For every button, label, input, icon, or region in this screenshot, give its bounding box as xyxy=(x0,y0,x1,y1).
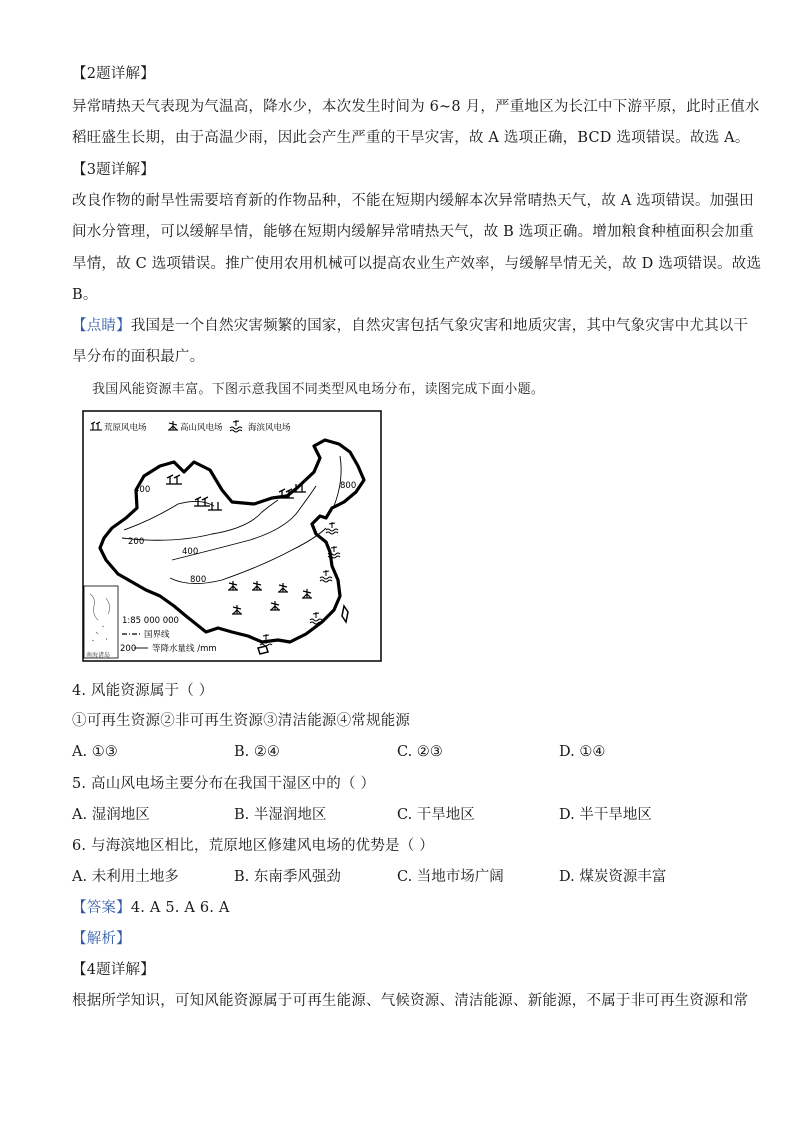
option-d[interactable]: D. 半干旱地区 xyxy=(559,807,652,823)
option-d[interactable]: D. 煤炭资源丰富 xyxy=(559,869,667,885)
dianjing-paragraph xyxy=(72,316,748,336)
paragraph-line: 稻旺盛生长期，由于高温少雨，因此会产生严重的干旱灾害，故 A 选项正确，BCD 选项错误。故选 A。 xyxy=(72,130,750,146)
section-heading-q4: 【4题详解】 xyxy=(72,962,155,978)
option-d[interactable]: D. ①④ xyxy=(559,744,606,760)
option-a[interactable]: A. 湿润地区 xyxy=(72,807,150,823)
legend-coastal: 海滨风电场 xyxy=(248,423,291,433)
answer-line xyxy=(72,898,230,918)
isoline-label: 800 xyxy=(340,481,357,491)
option-a[interactable]: A. 未利用土地多 xyxy=(72,869,179,885)
paragraph-line: 旱分布的面积最广。 xyxy=(72,349,205,365)
paragraph-line: 间水分管理，可以缓解旱情，能够在短期内缓解异常晴热天气，故 B 选项正确。增加粮食种植面积会加重 xyxy=(72,224,754,240)
question-4-stem: 4. 风能资源属于（ ） xyxy=(72,683,214,699)
paragraph-line: 根据所学知识，可知风能资源属于可再生能源、气候资源、清洁能源、新能源，不属于非可再生资源和常 xyxy=(72,993,749,1009)
section-heading-q2: 【2题详解】 xyxy=(72,66,155,82)
option-b[interactable]: B. ②④ xyxy=(234,744,280,760)
option-b[interactable]: B. 东南季风强劲 xyxy=(234,869,341,885)
isoline-label: 800 xyxy=(190,575,207,585)
option-b[interactable]: B. 半湿润地区 xyxy=(234,807,327,823)
option-a[interactable]: A. ①③ xyxy=(72,744,118,760)
dianjing-tag: 【点睛】 xyxy=(72,318,131,334)
key-isoline-label: 等降水量线 /mm xyxy=(152,644,217,654)
legend-wasteland: 荒原风电场 xyxy=(104,423,147,433)
section-heading-q3: 【3题详解】 xyxy=(72,162,155,178)
key-border-label: 国界线 xyxy=(144,630,170,640)
option-c[interactable]: C. ②③ xyxy=(397,744,443,760)
wind-farm-map xyxy=(82,410,382,662)
map-intro: 我国风能资源丰富。下图示意我国不同类型风电场分布，读图完成下面小题。 xyxy=(92,382,545,397)
paragraph-line: 旱情，故 C 选项错误。推广使用农用机械可以提高农业生产效率，与缓解旱情无关，故 D 选项错误。故选 xyxy=(72,256,762,272)
isoline-label: 400 xyxy=(134,485,151,495)
isoline-label: 200 xyxy=(128,537,145,547)
paragraph-line: B。 xyxy=(72,287,98,303)
key-isoline-value: 200 xyxy=(120,644,137,654)
map-scale: 1:85 000 000 xyxy=(122,616,179,626)
inset-label: 南海诸岛 xyxy=(86,652,111,659)
question-6-stem: 6. 与海滨地区相比，荒原地区修建风电场的优势是（ ） xyxy=(72,838,434,854)
paragraph-line: 异常晴热天气表现为气温高，降水少，本次发生时间为 6~8 月，严重地区为长江中下游平原，此时正值水 xyxy=(72,99,760,115)
question-5-stem: 5. 高山风电场主要分布在我国干湿区中的（ ） xyxy=(72,776,376,792)
answer-text: 4. A 5. A 6. A xyxy=(130,900,230,916)
paragraph-line: 改良作物的耐旱性需要培育新的作物品种，不能在短期内缓解本次异常晴热天气，故 A 选项错误。加强田 xyxy=(72,193,754,209)
analysis-heading: 【解析】 xyxy=(72,931,131,947)
answer-tag: 【答案】 xyxy=(72,900,131,916)
question-4-items: ①可再生资源②非可再生资源③清洁能源④常规能源 xyxy=(72,713,411,729)
isoline-label: 400 xyxy=(182,547,199,557)
inset-frame xyxy=(84,586,118,658)
option-c[interactable]: C. 当地市场广阔 xyxy=(397,869,504,885)
dianjing-text: 我国是一个自然灾害频繁的国家，自然灾害包括气象灾害和地质灾害，其中气象灾害中尤其以干 xyxy=(130,318,749,334)
option-c[interactable]: C. 干旱地区 xyxy=(397,807,475,823)
legend-mountain: 高山风电场 xyxy=(180,423,223,433)
